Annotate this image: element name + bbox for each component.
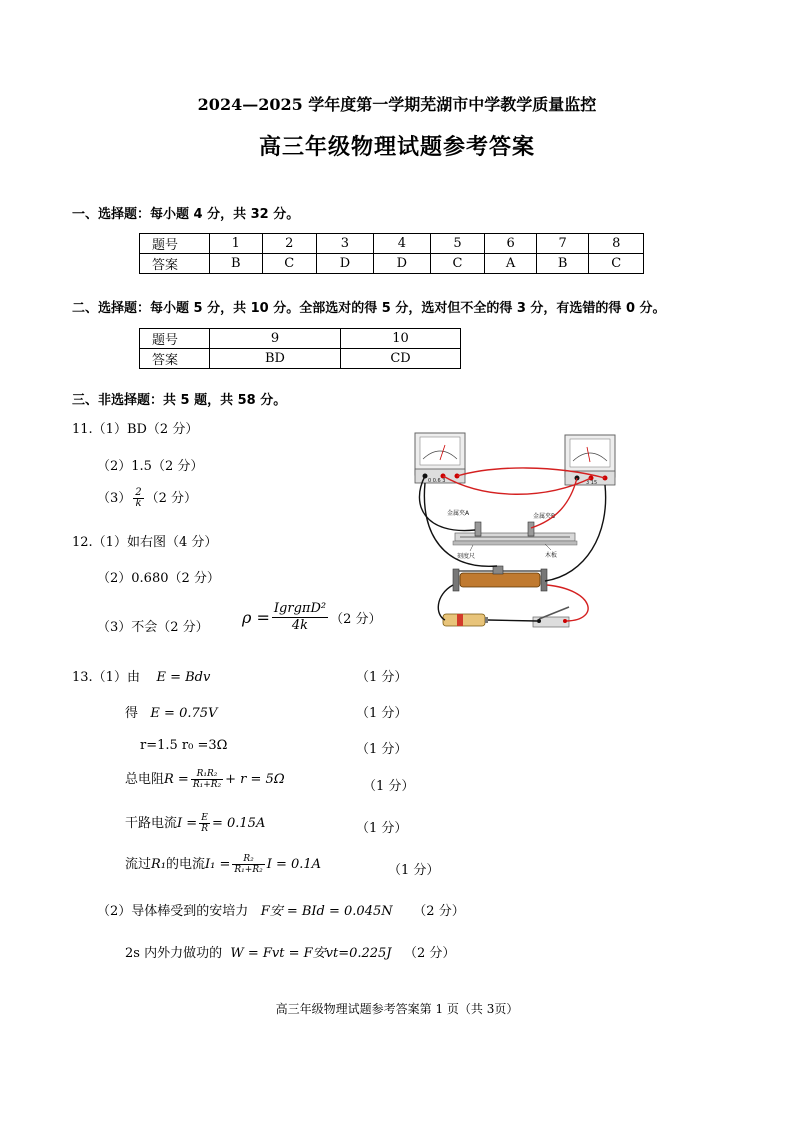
q13-lhs: I₁ = bbox=[205, 857, 231, 872]
q11-fraction bbox=[133, 488, 143, 509]
fraction-denominator: k bbox=[135, 498, 142, 509]
question-number: 5 bbox=[430, 234, 484, 254]
question-number: 8 bbox=[589, 234, 644, 254]
q13-prefix: （2）导体棒受到的安培力 bbox=[97, 904, 249, 919]
table-row bbox=[140, 254, 644, 274]
answer-cell: A bbox=[485, 254, 537, 274]
q13-line6-score: （1 分） bbox=[388, 863, 440, 878]
question-number: 10 bbox=[341, 329, 461, 349]
question-number: 9 bbox=[210, 329, 341, 349]
fraction-denominator: 4k bbox=[291, 618, 309, 633]
q13-prefix: 13.（1）由 bbox=[72, 670, 140, 685]
fraction-denominator: R₁+R₂ bbox=[234, 865, 263, 875]
q13-line3-score: （1 分） bbox=[356, 742, 408, 757]
q13-equation: E = 0.75V bbox=[150, 706, 218, 721]
answer-key-title: 高三年级物理试题参考答案 bbox=[258, 135, 535, 160]
q13-prefix: 流过 bbox=[125, 857, 152, 872]
clip-b bbox=[528, 522, 534, 536]
switch bbox=[533, 607, 569, 627]
q11-part3-score: （2 分） bbox=[145, 491, 198, 506]
section2-answer-table bbox=[139, 328, 461, 369]
q13-lhs: R = bbox=[164, 772, 189, 787]
q13-rhs: = 0.15A bbox=[211, 816, 266, 831]
question-number: 2 bbox=[262, 234, 316, 254]
answer-cell: C bbox=[262, 254, 316, 274]
fraction-numerator: R₂ bbox=[232, 854, 264, 865]
formula-score: （2 分） bbox=[330, 612, 382, 627]
exam-title: 2024—2025 学年度第一学期芜湖市中学教学质量监控 bbox=[197, 95, 597, 114]
fraction-numerator: E bbox=[199, 813, 210, 824]
q13-line2-score: （1 分） bbox=[356, 706, 408, 721]
rheostat bbox=[453, 566, 547, 591]
section2-heading: 二、选择题：每小题 5 分，共 10 分。全部选对的得 5 分，选对但不全的得 3 分，有选错的得 0 分。 bbox=[72, 301, 666, 316]
q13-prefix: 2s 内外力做功的 bbox=[125, 946, 223, 961]
ruler-label: 刻度尺 bbox=[457, 553, 476, 560]
q13-fraction bbox=[191, 769, 223, 790]
row-label: 答案 bbox=[140, 349, 210, 369]
question-number: 4 bbox=[373, 234, 430, 254]
section3-heading: 三、非选择题：共 5 题，共 58 分。 bbox=[72, 393, 287, 408]
q13-fraction bbox=[199, 813, 210, 834]
q11-part2: （2）1.5（2 分） bbox=[97, 459, 204, 474]
q13-equation: E = Bdv bbox=[156, 670, 211, 685]
q13-equation: W = Fvt = F安vt=0.225J bbox=[230, 946, 392, 961]
question-number: 3 bbox=[317, 234, 374, 254]
q13-line4 bbox=[125, 768, 285, 790]
row-label: 题号 bbox=[140, 329, 210, 349]
q13-lhs: I = bbox=[177, 816, 198, 831]
q12-resistivity-formula bbox=[242, 601, 381, 634]
answer-cell: D bbox=[317, 254, 374, 274]
q13-line5 bbox=[125, 812, 265, 834]
fraction-numerator: R₁R₂ bbox=[191, 769, 223, 780]
q13-mid: 的电流 bbox=[166, 857, 206, 872]
q13-line1 bbox=[72, 666, 210, 685]
q13-rhs: + r = 5Ω bbox=[225, 772, 285, 787]
q11-part3 bbox=[97, 487, 197, 509]
q13-line7 bbox=[97, 900, 465, 919]
battery bbox=[443, 614, 488, 626]
q12-part3: （3）不会（2 分） bbox=[97, 620, 209, 635]
q13-prefix: 得 bbox=[125, 706, 139, 721]
q13-line8 bbox=[125, 942, 455, 961]
q13-fraction bbox=[232, 854, 264, 875]
answer-cell: C bbox=[430, 254, 484, 274]
q13-line4-score: （1 分） bbox=[363, 779, 415, 794]
q13-equation: F安 = BId = 0.045N bbox=[260, 904, 393, 919]
resistivity-fraction bbox=[272, 601, 328, 634]
q12-part2: （2）0.680（2 分） bbox=[97, 571, 220, 586]
q13-line6 bbox=[125, 853, 321, 875]
q11-part3-prefix: （3） bbox=[97, 491, 132, 506]
answer-cell: BD bbox=[210, 349, 341, 369]
q13-line3: r=1.5 r₀ =3Ω bbox=[140, 738, 228, 753]
q13-r1: R₁ bbox=[151, 857, 167, 872]
row-label: 答案 bbox=[140, 254, 210, 274]
fraction-denominator: R₁+R₂ bbox=[192, 780, 222, 790]
fraction-numerator: 2 bbox=[135, 487, 142, 498]
q11-part1: 11.（1）BD（2 分） bbox=[72, 422, 199, 437]
question-number: 1 bbox=[210, 234, 263, 254]
q13-score: （2 分） bbox=[413, 904, 465, 919]
question-number: 6 bbox=[485, 234, 537, 254]
section1-heading: 一、选择题：每小题 4 分，共 32 分。 bbox=[72, 207, 300, 222]
table-row bbox=[140, 349, 461, 369]
row-label: 题号 bbox=[140, 234, 210, 254]
table-row bbox=[140, 329, 461, 349]
answer-cell: C bbox=[589, 254, 644, 274]
ruler-board bbox=[447, 509, 577, 560]
formula-lhs: ρ = bbox=[242, 608, 270, 627]
voltmeter-scale-label: 3 15 bbox=[586, 480, 598, 486]
table-row bbox=[140, 234, 644, 254]
clip-b-label: 金属夹B bbox=[533, 513, 556, 520]
fraction-numerator: IgrgπD² bbox=[273, 601, 327, 616]
clip-a-label: 金属夹A bbox=[447, 510, 470, 517]
q13-line1-score: （1 分） bbox=[356, 670, 408, 685]
q13-rhs: I = 0.1A bbox=[266, 857, 322, 872]
q13-score: （2 分） bbox=[403, 946, 456, 961]
section1-answer-table bbox=[139, 233, 644, 274]
answer-cell: CD bbox=[341, 349, 461, 369]
q12-part1: 12.（1）如右图（4 分） bbox=[72, 535, 218, 550]
q13-prefix: 总电阻 bbox=[125, 772, 165, 787]
board-label: 木板 bbox=[545, 552, 558, 559]
ammeter-scale-label: 0 0.6 3 bbox=[428, 478, 446, 484]
answer-cell: D bbox=[373, 254, 430, 274]
question-number: 7 bbox=[536, 234, 589, 254]
answer-cell: B bbox=[210, 254, 263, 274]
q13-prefix: 干路电流 bbox=[125, 816, 178, 831]
fraction-denominator: R bbox=[201, 824, 208, 834]
q13-line2 bbox=[125, 702, 217, 721]
q13-line5-score: （1 分） bbox=[356, 821, 408, 836]
page-footer: 高三年级物理试题参考答案第 1 页（共 3页） bbox=[275, 1002, 519, 1016]
answer-cell: B bbox=[536, 254, 589, 274]
clip-a bbox=[475, 522, 481, 536]
circuit-diagram bbox=[405, 425, 625, 635]
